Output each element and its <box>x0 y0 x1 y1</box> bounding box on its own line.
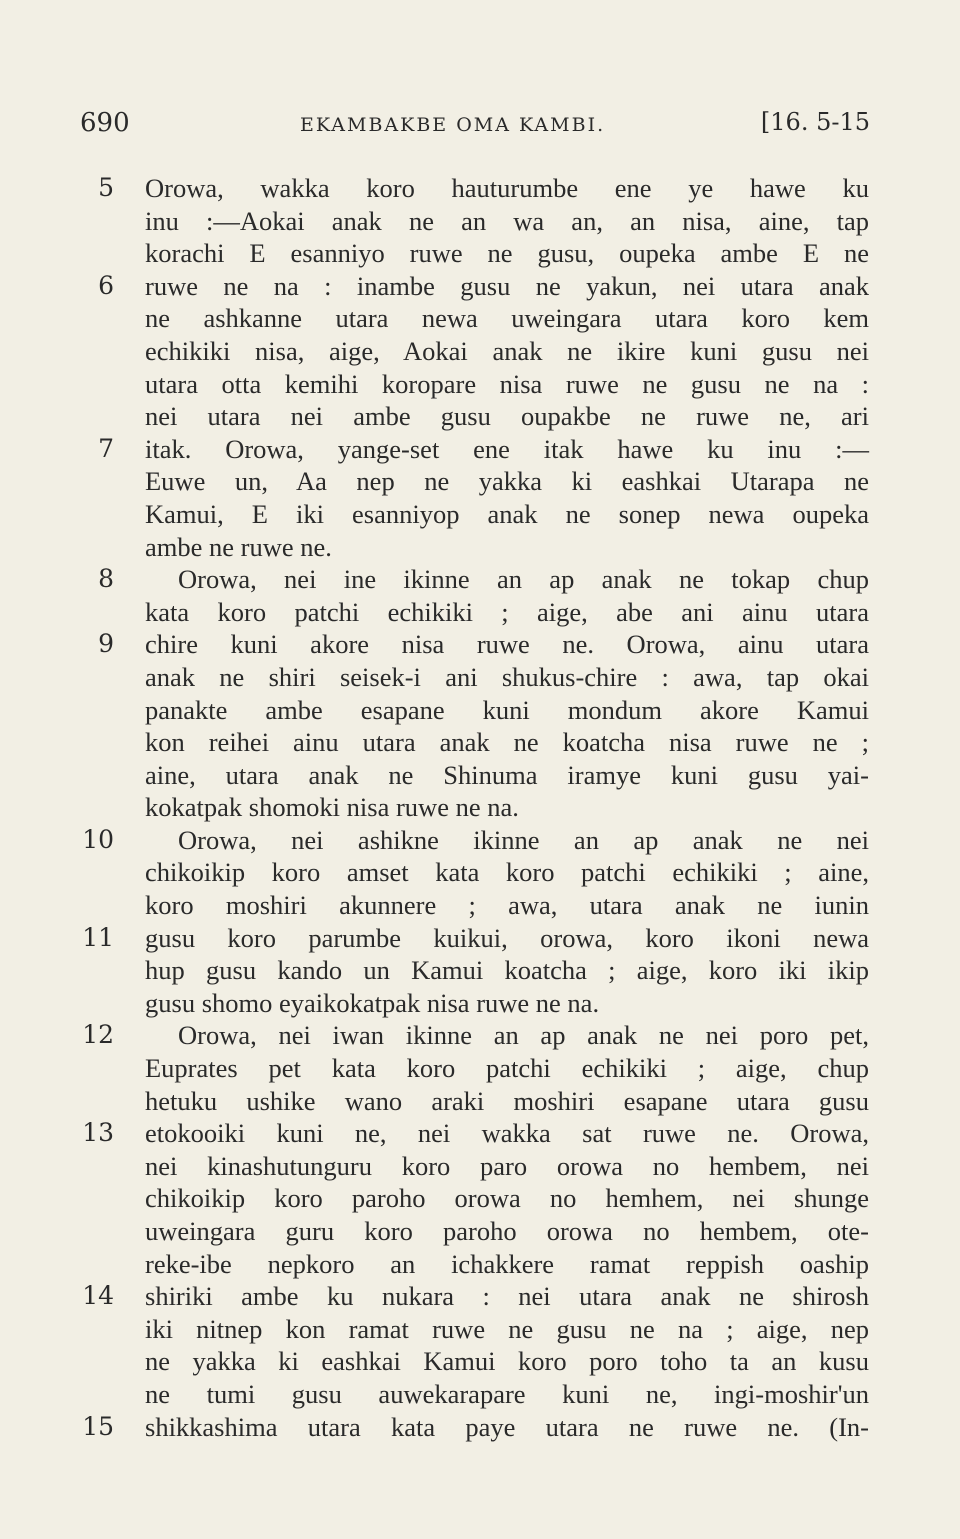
text-line <box>0 237 960 270</box>
line-text: nei utara nei ambe gusu oupakbe ne ruwe ne, ari <box>145 401 869 432</box>
text-line <box>0 1085 960 1118</box>
chapter-reference: [16. 5-15 <box>760 108 870 136</box>
text-line <box>0 433 960 466</box>
text-line <box>0 856 960 889</box>
text-line <box>0 270 960 303</box>
line-text: iki nitnep kon ramat ruwe ne gusu ne na ; aige, nep <box>145 1313 869 1344</box>
line-text: ruwe ne na : inambe gusu ne yakun, nei utara anak <box>145 270 869 301</box>
text-line <box>0 205 960 238</box>
text-line <box>0 172 960 205</box>
verse-number: 9 <box>98 629 114 659</box>
text-line <box>0 1117 960 1150</box>
text-line <box>0 1150 960 1183</box>
text-line <box>0 1378 960 1411</box>
page-header <box>80 108 870 142</box>
line-text: uweingara guru koro paroho orowa no hembem, ote- <box>145 1216 869 1246</box>
line-text: koro moshiri akunnere ; awa, utara anak ne iunin <box>145 890 869 921</box>
line-text: chire kuni akore nisa ruwe ne. Orowa, ainu utara <box>145 629 869 660</box>
line-text: reke-ibe nepkoro an ichakkere ramat reppish oaship <box>145 1248 869 1279</box>
line-text: chikoikip koro paroho orowa no hemhem, nei shunge <box>145 1183 869 1214</box>
text-line <box>0 726 960 759</box>
text-line <box>0 922 960 955</box>
line-text: hetuku ushike wano araki moshiri esapane utara gusu <box>145 1085 869 1116</box>
text-line <box>0 498 960 531</box>
verse-number: 15 <box>82 1411 114 1441</box>
text-line <box>0 1019 960 1052</box>
line-text: Orowa, nei ine ikinne an ap anak ne tokap chup <box>178 564 869 595</box>
verse-number: 5 <box>98 173 114 202</box>
line-text: ne tumi gusu auwekarapare kuni ne, ingi-moshir'un <box>145 1378 869 1409</box>
text-line <box>0 465 960 498</box>
line-text: kokatpak shomoki nisa ruwe ne na. <box>145 792 519 823</box>
text-line <box>0 1411 960 1444</box>
verse-number: 7 <box>98 433 114 463</box>
running-title: EKAMBAKBE OMA KAMBI. <box>300 114 606 136</box>
line-text: inu :—Aokai anak ne an wa an, an nisa, aine, tap <box>145 205 869 236</box>
text-line <box>0 335 960 368</box>
line-text: Orowa, nei iwan ikinne an ap anak ne nei poro pet, <box>178 1020 869 1051</box>
text-line <box>0 824 960 857</box>
text-line <box>0 1215 960 1248</box>
line-text: korachi E esanniyo ruwe ne gusu, oupeka ambe E ne <box>145 238 869 269</box>
verse-number: 6 <box>98 270 114 300</box>
text-line <box>0 694 960 727</box>
verse-number: 10 <box>82 824 114 854</box>
text-line <box>0 1182 960 1215</box>
text-line <box>0 791 960 824</box>
verse-number: 12 <box>82 1020 114 1050</box>
line-text: ambe ne ruwe ne. <box>145 531 332 562</box>
text-line <box>0 531 960 564</box>
verse-number: 14 <box>82 1281 114 1311</box>
line-text: ne ashkanne utara newa uweingara utara koro kem <box>145 303 869 334</box>
text-line <box>0 759 960 792</box>
line-text: gusu shomo eyaikokatpak nisa ruwe ne na. <box>145 987 600 1018</box>
text-line <box>0 1280 960 1313</box>
text-line <box>0 1052 960 1085</box>
text-line <box>0 368 960 401</box>
verse-number: 13 <box>82 1118 114 1148</box>
line-text: shikkashima utara kata paye utara ne ruwe ne. (In- <box>145 1411 869 1442</box>
line-text: nei kinashutunguru koro paro orowa no hembem, nei <box>145 1150 869 1181</box>
text-line <box>0 1345 960 1378</box>
body-text <box>0 172 960 1443</box>
verse-number: 8 <box>98 564 114 594</box>
text-line <box>0 400 960 433</box>
line-text: aine, utara anak ne Shinuma iramye kuni gusu yai- <box>145 759 869 790</box>
text-line <box>0 987 960 1020</box>
line-text: Orowa, wakka koro hauturumbe ene ye hawe ku <box>145 173 869 203</box>
text-line <box>0 628 960 661</box>
text-line <box>0 661 960 694</box>
line-text: echikiki nisa, aige, Aokai anak ne ikire kuni gusu nei <box>145 335 869 366</box>
line-text: anak ne shiri seisek-i ani shukus-chire : awa, tap okai <box>145 661 869 692</box>
line-text: shiriki ambe ku nukara : nei utara anak ne shirosh <box>145 1281 869 1312</box>
line-text: utara otta kemihi koropare nisa ruwe ne gusu ne na : <box>145 368 869 399</box>
line-text: Kamui, E iki esanniyop anak ne sonep newa oupeka <box>145 498 869 529</box>
line-text: kon reihei ainu utara anak ne koatcha nisa ruwe ne ; <box>145 727 869 758</box>
line-text: gusu koro parumbe kuikui, orowa, koro ikoni newa <box>145 922 869 953</box>
line-text: Euwe un, Aa nep ne yakka ki eashkai Utarapa ne <box>145 466 869 497</box>
text-line <box>0 302 960 335</box>
page-number: 690 <box>80 108 130 138</box>
text-line <box>0 563 960 596</box>
line-text: ne yakka ki eashkai Kamui koro poro toho ta an kusu <box>145 1346 869 1377</box>
text-line <box>0 954 960 987</box>
line-text: itak. Orowa, yange-set ene itak hawe ku inu :— <box>145 433 869 464</box>
line-text: Euprates pet kata koro patchi echikiki ; aige, chup <box>145 1053 869 1084</box>
text-line <box>0 889 960 922</box>
line-text: kata koro patchi echikiki ; aige, abe ani ainu utara <box>145 596 869 627</box>
text-line <box>0 1248 960 1281</box>
text-line <box>0 1313 960 1346</box>
verse-number: 11 <box>82 922 114 952</box>
text-line <box>0 596 960 629</box>
line-text: Orowa, nei ashikne ikinne an ap anak ne nei <box>178 824 869 855</box>
line-text: etokooiki kuni ne, nei wakka sat ruwe ne. Orowa, <box>145 1118 869 1149</box>
line-text: hup gusu kando un Kamui koatcha ; aige, koro iki ikip <box>145 955 869 986</box>
line-text: chikoikip koro amset kata koro patchi echikiki ; aine, <box>145 857 869 888</box>
line-text: panakte ambe esapane kuni mondum akore Kamui <box>145 694 869 725</box>
